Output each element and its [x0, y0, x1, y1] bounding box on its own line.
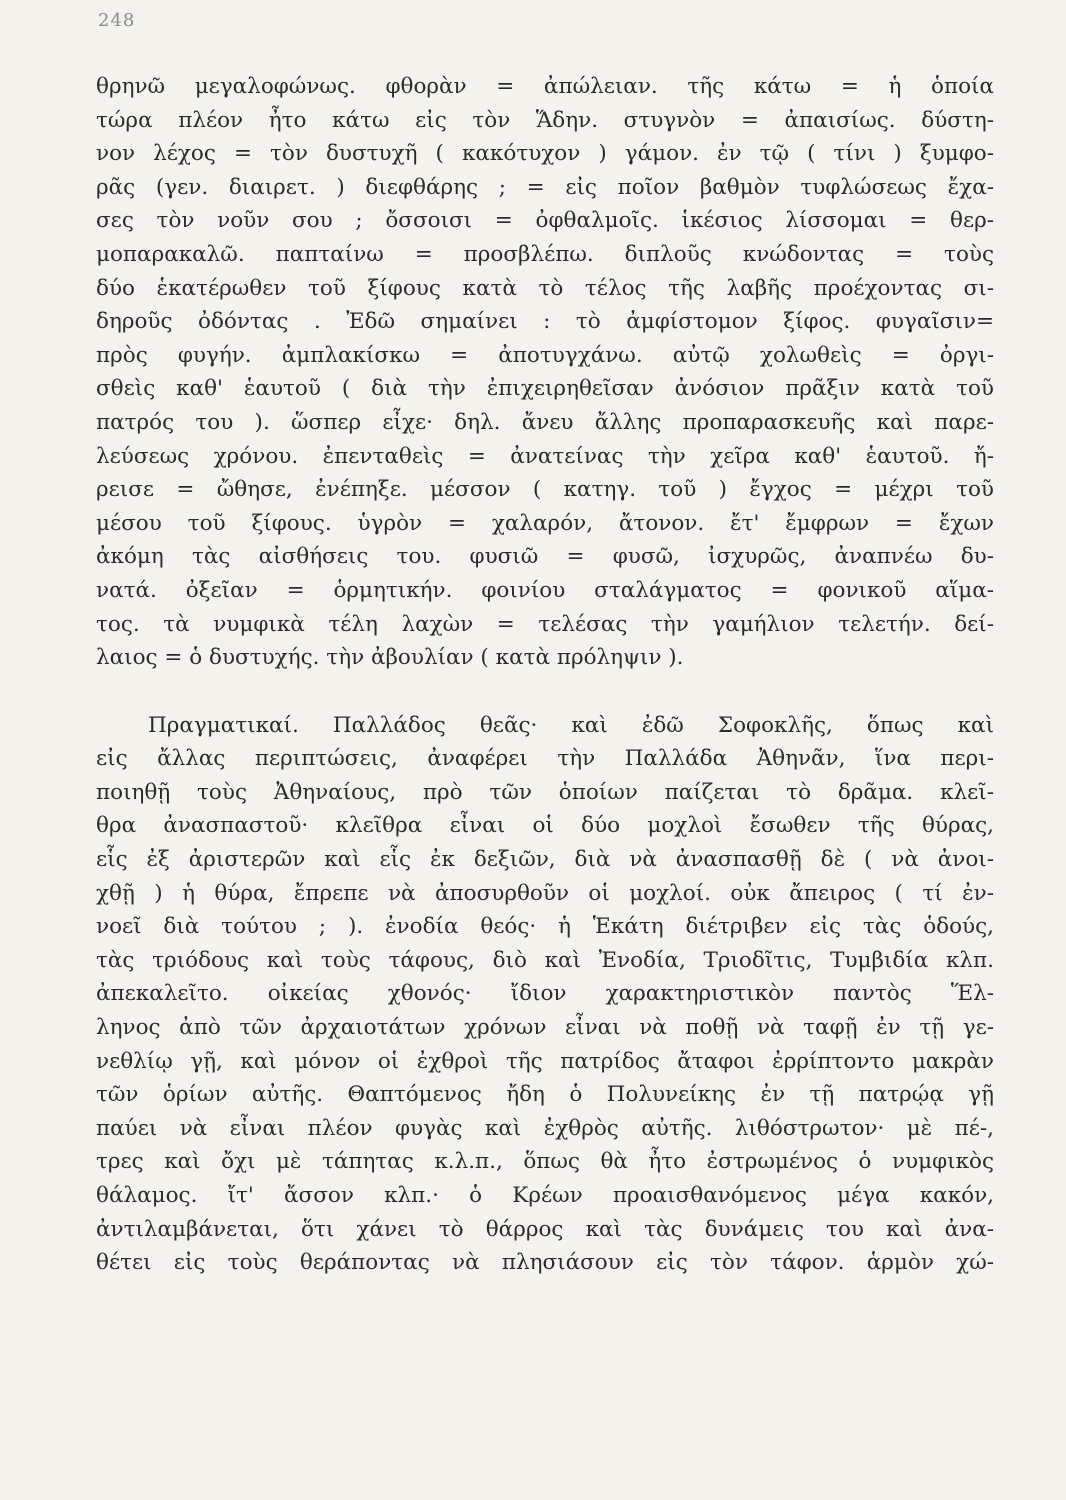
paragraph-spacer — [96, 675, 994, 709]
text-line: εἰς ἄλλας περιπτώσεις, ἀναφέρει τὴν Παλλάδα Ἀθηνᾶν, ἵνα περι- — [96, 746, 994, 772]
text-line: ἀπεκαλεῖτο. οἰκείας χθονός· ἴδιον χαρακτηριστικὸν παντὸς Ἕλ- — [96, 981, 994, 1007]
text-line: παύει νὰ εἶναι πλέον φυγὰς καὶ ἐχθρὸς αὐτῆς. λιθόστρωτον· μὲ πέ-, — [96, 1115, 994, 1141]
page-number: 248 — [98, 10, 136, 31]
text-line: ρᾶς (γεν. διαιρετ. ) διεφθάρης ; = εἰς ποῖον βαθμὸν τυφλώσεως ἔχα- — [96, 174, 994, 200]
text-line: τώρα πλέον ἦτο κάτω εἰς τὸν Ἅδην. στυγνὸν = ἀπαισίως. δύστη- — [96, 107, 994, 133]
text-line: ἀντιλαμβάνεται, ὅτι χάνει τὸ θάρρος καὶ τὰς δυνάμεις του καὶ ἀνα- — [96, 1216, 994, 1242]
text-line: σες τὸν νοῦν σου ; ὄσσοισι = ὀφθαλμοῖς. ἱκέσιος λίσσομαι = θερ- — [96, 208, 994, 234]
text-line: δύο ἑκατέρωθεν τοῦ ξίφους κατὰ τὸ τέλος τῆς λαβῆς προέχοντας σι- — [96, 275, 994, 301]
text-line: νον λέχος = τὸν δυστυχῆ ( κακότυχον ) γάμον. ἐν τῷ ( τίνι ) ξυμφο- — [96, 141, 994, 167]
text-line: τρες καὶ ὄχι μὲ τάπητας κ.λ.π., ὅπως θὰ ἦτο ἐστρωμένος ὁ νυμφικὸς — [96, 1149, 994, 1175]
text-line: εἷς ἐξ ἀριστερῶν καὶ εἷς ἐκ δεξιῶν, διὰ νὰ ἀνασπασθῇ δὲ ( νὰ ἀνοι- — [96, 847, 994, 873]
text-line: χθῇ ) ἡ θύρα, ἔπρεπε νὰ ἀποσυρθοῦν οἱ μοχλοί. οὐκ ἄπειρος ( τί ἐν- — [96, 880, 994, 906]
text-line: θρηνῶ μεγαλοφώνως. φθορὰν = ἀπώλειαν. τῆς κάτω = ἡ ὁποία — [96, 74, 994, 99]
text-line: θρα ἀνασπαστοῦ· κλεῖθρα εἶναι οἱ δύο μοχλοὶ ἔσωθεν τῆς θύρας, — [96, 813, 994, 839]
text-line: μοπαρακαλῶ. παπταίνω = προσβλέπω. διπλοῦς κνώδοντας = τοὺς — [96, 241, 994, 267]
text-line: πατρός του ). ὥσπερ εἶχε· δηλ. ἄνευ ἄλλης προπαρασκευῆς καὶ παρε- — [96, 409, 994, 435]
text-line: ληνος ἀπὸ τῶν ἀρχαιοτάτων χρόνων εἶναι νὰ ποθῇ νὰ ταφῇ ἐν τῇ γε- — [96, 1015, 994, 1041]
commentary-paragraph-2 — [96, 709, 994, 1280]
page-body — [96, 70, 994, 1280]
text-line: νοεῖ διὰ τούτου ; ). ἐνοδία θεός· ἡ Ἑκάτη διέτριβεν εἰς τὰς ὁδούς, — [96, 914, 994, 940]
text-line: θέτει εἰς τοὺς θεράποντας νὰ πλησιάσουν εἰς τὸν τάφον. ἁρμὸν χώ- — [96, 1250, 994, 1276]
text-line: μέσου τοῦ ξίφους. ὑγρὸν = χαλαρόν, ἄτονον. ἔτ' ἔμφρων = ἔχων — [96, 510, 994, 536]
text-line: ἀκόμη τὰς αἰσθήσεις του. φυσιῶ = φυσῶ, ἰσχυρῶς, ἀναπνέω δυ- — [96, 544, 994, 570]
text-line: σθεὶς καθ' ἑαυτοῦ ( διὰ τὴν ἐπιχειρηθεῖσαν ἀνόσιον πρᾶξιν κατὰ τοῦ — [96, 376, 994, 402]
text-line: λαιος = ὁ δυστυχής. τὴν ἀβουλίαν ( κατὰ πρόληψιν ). — [96, 645, 684, 671]
text-line: νατά. ὀξεῖαν = ὁρμητικήν. φοινίου σταλάγματος = φονικοῦ αἵμα- — [96, 577, 994, 603]
text-line: ρεισε = ὤθησε, ἐνέπηξε. μέσσον ( κατηγ. τοῦ ) ἔγχος = μέχρι τοῦ — [96, 477, 994, 503]
text-line: Πραγματικαί. Παλλάδος θεᾶς· καὶ ἐδῶ Σοφοκλῆς, ὅπως καὶ — [148, 712, 994, 738]
text-line: τος. τὰ νυμφικὰ τέλη λαχὼν = τελέσας τὴν γαμήλιον τελετήν. δεί- — [96, 611, 994, 637]
text-line: λεύσεως χρόνου. ἐπενταθεὶς = ἀνατείνας τὴν χεῖρα καθ' ἑαυτοῦ. ἤ- — [96, 443, 994, 469]
text-line: δηροῦς ὀδόντας . Ἐδῶ σημαίνει : τὸ ἀμφίστομον ξίφος. φυγαῖσιν= — [96, 309, 994, 335]
text-line: νεθλίῳ γῇ, καὶ μόνον οἱ ἐχθροὶ τῆς πατρίδος ἄταφοι ἐρρίπτοντο μακρὰν — [96, 1048, 994, 1074]
text-line: πρὸς φυγήν. ἀμπλακίσκω = ἀποτυγχάνω. αὐτῷ χολωθεὶς = ὀργι- — [96, 342, 994, 368]
text-line: θάλαμος. ἴτ' ἄσσον κλπ.· ὁ Κρέων προαισθανόμενος μέγα κακόν, — [96, 1183, 994, 1208]
text-line: ποιηθῇ τοὺς Ἀθηναίους, πρὸ τῶν ὁποίων παίζεται τὸ δρᾶμα. κλεῖ- — [96, 779, 994, 805]
text-line: τὰς τριόδους καὶ τοὺς τάφους, διὸ καὶ Ἐνοδία, Τριοδῖτις, Τυμβιδία κλπ. — [96, 947, 994, 973]
text-line: τῶν ὁρίων αὐτῆς. Θαπτόμενος ἤδη ὁ Πολυνείκης ἐν τῇ πατρῴᾳ γῇ — [96, 1082, 994, 1108]
commentary-paragraph-1 — [96, 70, 994, 675]
